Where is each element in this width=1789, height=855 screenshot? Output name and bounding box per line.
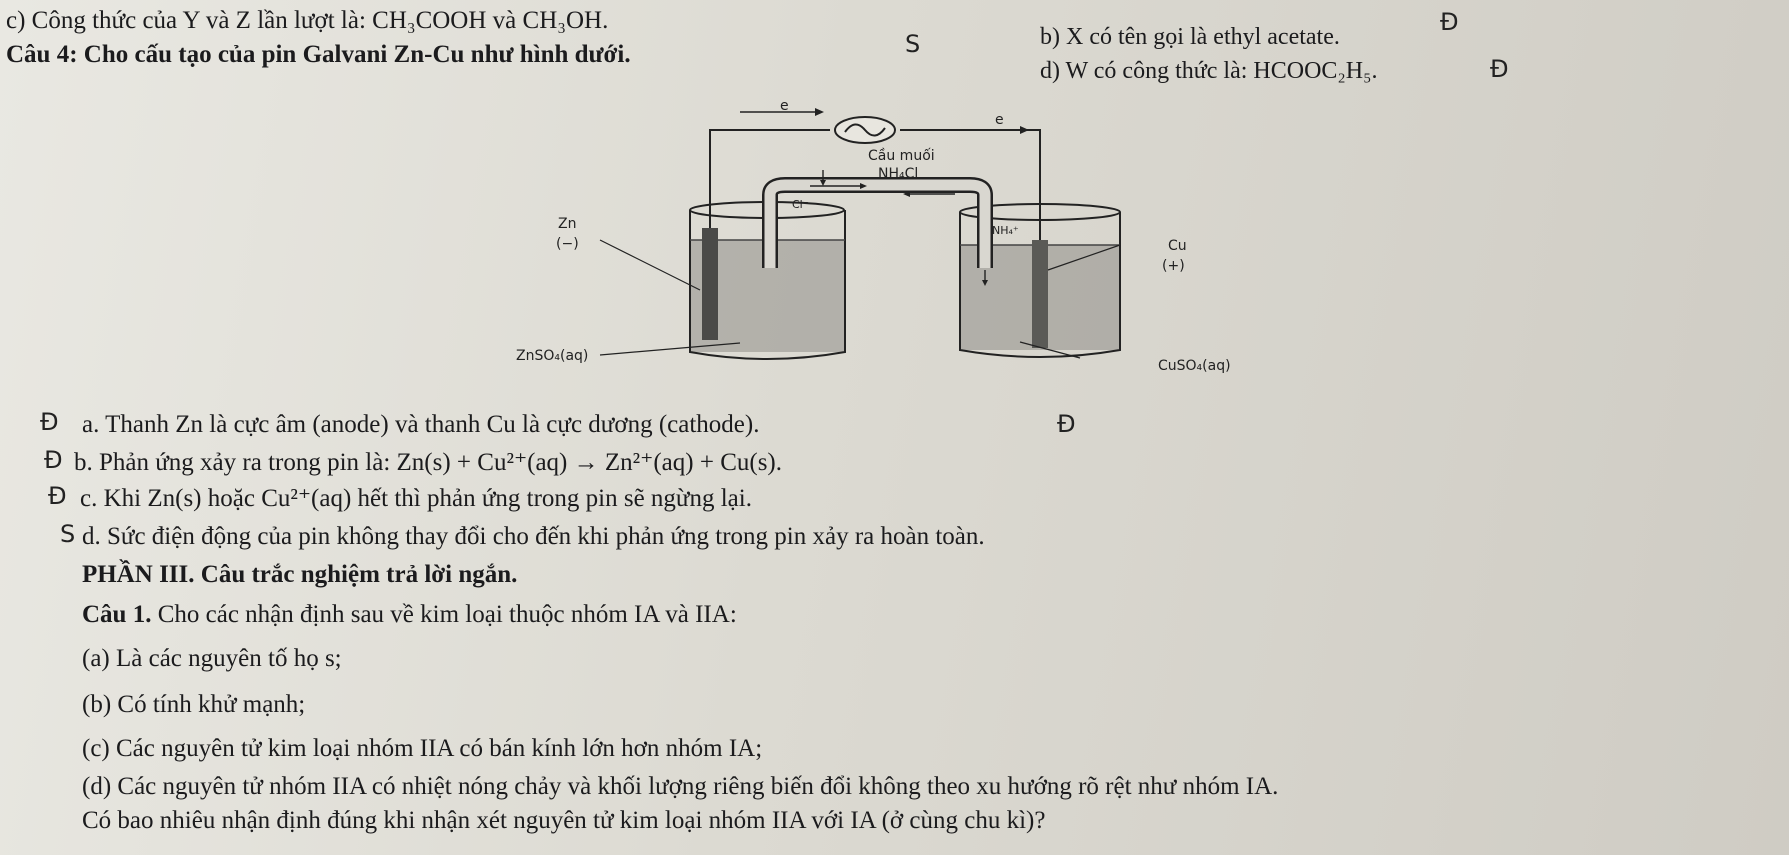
mark-a-right: Đ — [1057, 410, 1076, 438]
mark-c: Đ — [48, 482, 67, 510]
statement-a: a. Thanh Zn là cực âm (anode) và thanh Cu là cực dương (cathode). — [82, 411, 760, 438]
item-c: (c) Các nguyên tử kim loại nhóm IIA có bán kính lớn hơn nhóm IA; — [82, 735, 763, 762]
mark-prev-b: Đ — [1440, 8, 1459, 36]
electron-label-right: e — [995, 112, 1004, 128]
cuso4-label: CuSO₄(aq) — [1158, 358, 1231, 374]
prev-statement-b: b) X có tên gọi là ethyl acetate. — [1040, 24, 1340, 50]
voltmeter-icon — [835, 117, 895, 143]
mark-prev-d: Đ — [1490, 55, 1509, 83]
salt-bridge-compound: NH₄Cl — [878, 166, 919, 182]
item-d: (d) Các nguyên tử nhóm IIA có nhiệt nóng chảy và khối lượng riêng biến đổi không theo xu hướng rõ rệt như nhóm IA. — [82, 773, 1279, 800]
mark-prev-c: S — [905, 30, 921, 58]
salt-bridge-label: Cầu muối — [868, 148, 935, 164]
galvanic-cell-diagram — [516, 98, 1280, 430]
statement-d: d. Sức điện động của pin không thay đổi cho đến khi phản ứng trong pin xảy ra hoàn toàn. — [82, 523, 985, 550]
copper-electrode — [1032, 240, 1048, 348]
prev-statement-d: d) W có công thức là: HCOOC₂H₅. — [1040, 58, 1378, 84]
item-a: (a) Là các nguyên tố họ s; — [82, 645, 342, 672]
item-b: (b) Có tính khử mạnh; — [82, 691, 306, 718]
final-question: Có bao nhiêu nhận định đúng khi nhận xét nguyên tử kim loại nhóm IIA với IA (ở cùng chu kì)? — [82, 807, 1046, 834]
zinc-sign: (−) — [556, 236, 579, 252]
prev-statement-c: c) Công thức của Y và Z lần lượt là: CH₃COOH và CH₃OH. — [6, 7, 609, 34]
copper-sign: (+) — [1162, 258, 1185, 274]
question-1: Câu 1. Cho các nhận định sau về kim loại thuộc nhóm IA và IIA: — [82, 601, 737, 628]
mark-a: Đ — [40, 408, 59, 436]
mark-d: S — [60, 520, 76, 548]
part-3-heading: PHẦN III. Câu trắc nghiệm trả lời ngắn. — [82, 561, 518, 588]
copper-label: Cu — [1168, 238, 1187, 254]
zinc-electrode — [702, 228, 718, 340]
ammonium-ion-label: NH₄⁺ — [992, 224, 1019, 237]
mark-b: Đ — [44, 446, 63, 474]
electron-label-left: e — [780, 98, 789, 114]
zinc-label: Zn — [558, 216, 577, 232]
chloride-ion-label: Cl⁻ — [792, 198, 809, 211]
statement-b: b. Phản ứng xảy ra trong pin là: Zn(s) + Cu²⁺(aq) → Zn²⁺(aq) + Cu(s). — [74, 449, 782, 476]
question-4-title: Câu 4: Cho cấu tạo của pin Galvani Zn-Cu như hình dưới. — [6, 41, 631, 68]
znso4-label: ZnSO₄(aq) — [516, 348, 589, 364]
statement-c: c. Khi Zn(s) hoặc Cu²⁺(aq) hết thì phản ứng trong pin sẽ ngừng lại. — [80, 485, 752, 512]
